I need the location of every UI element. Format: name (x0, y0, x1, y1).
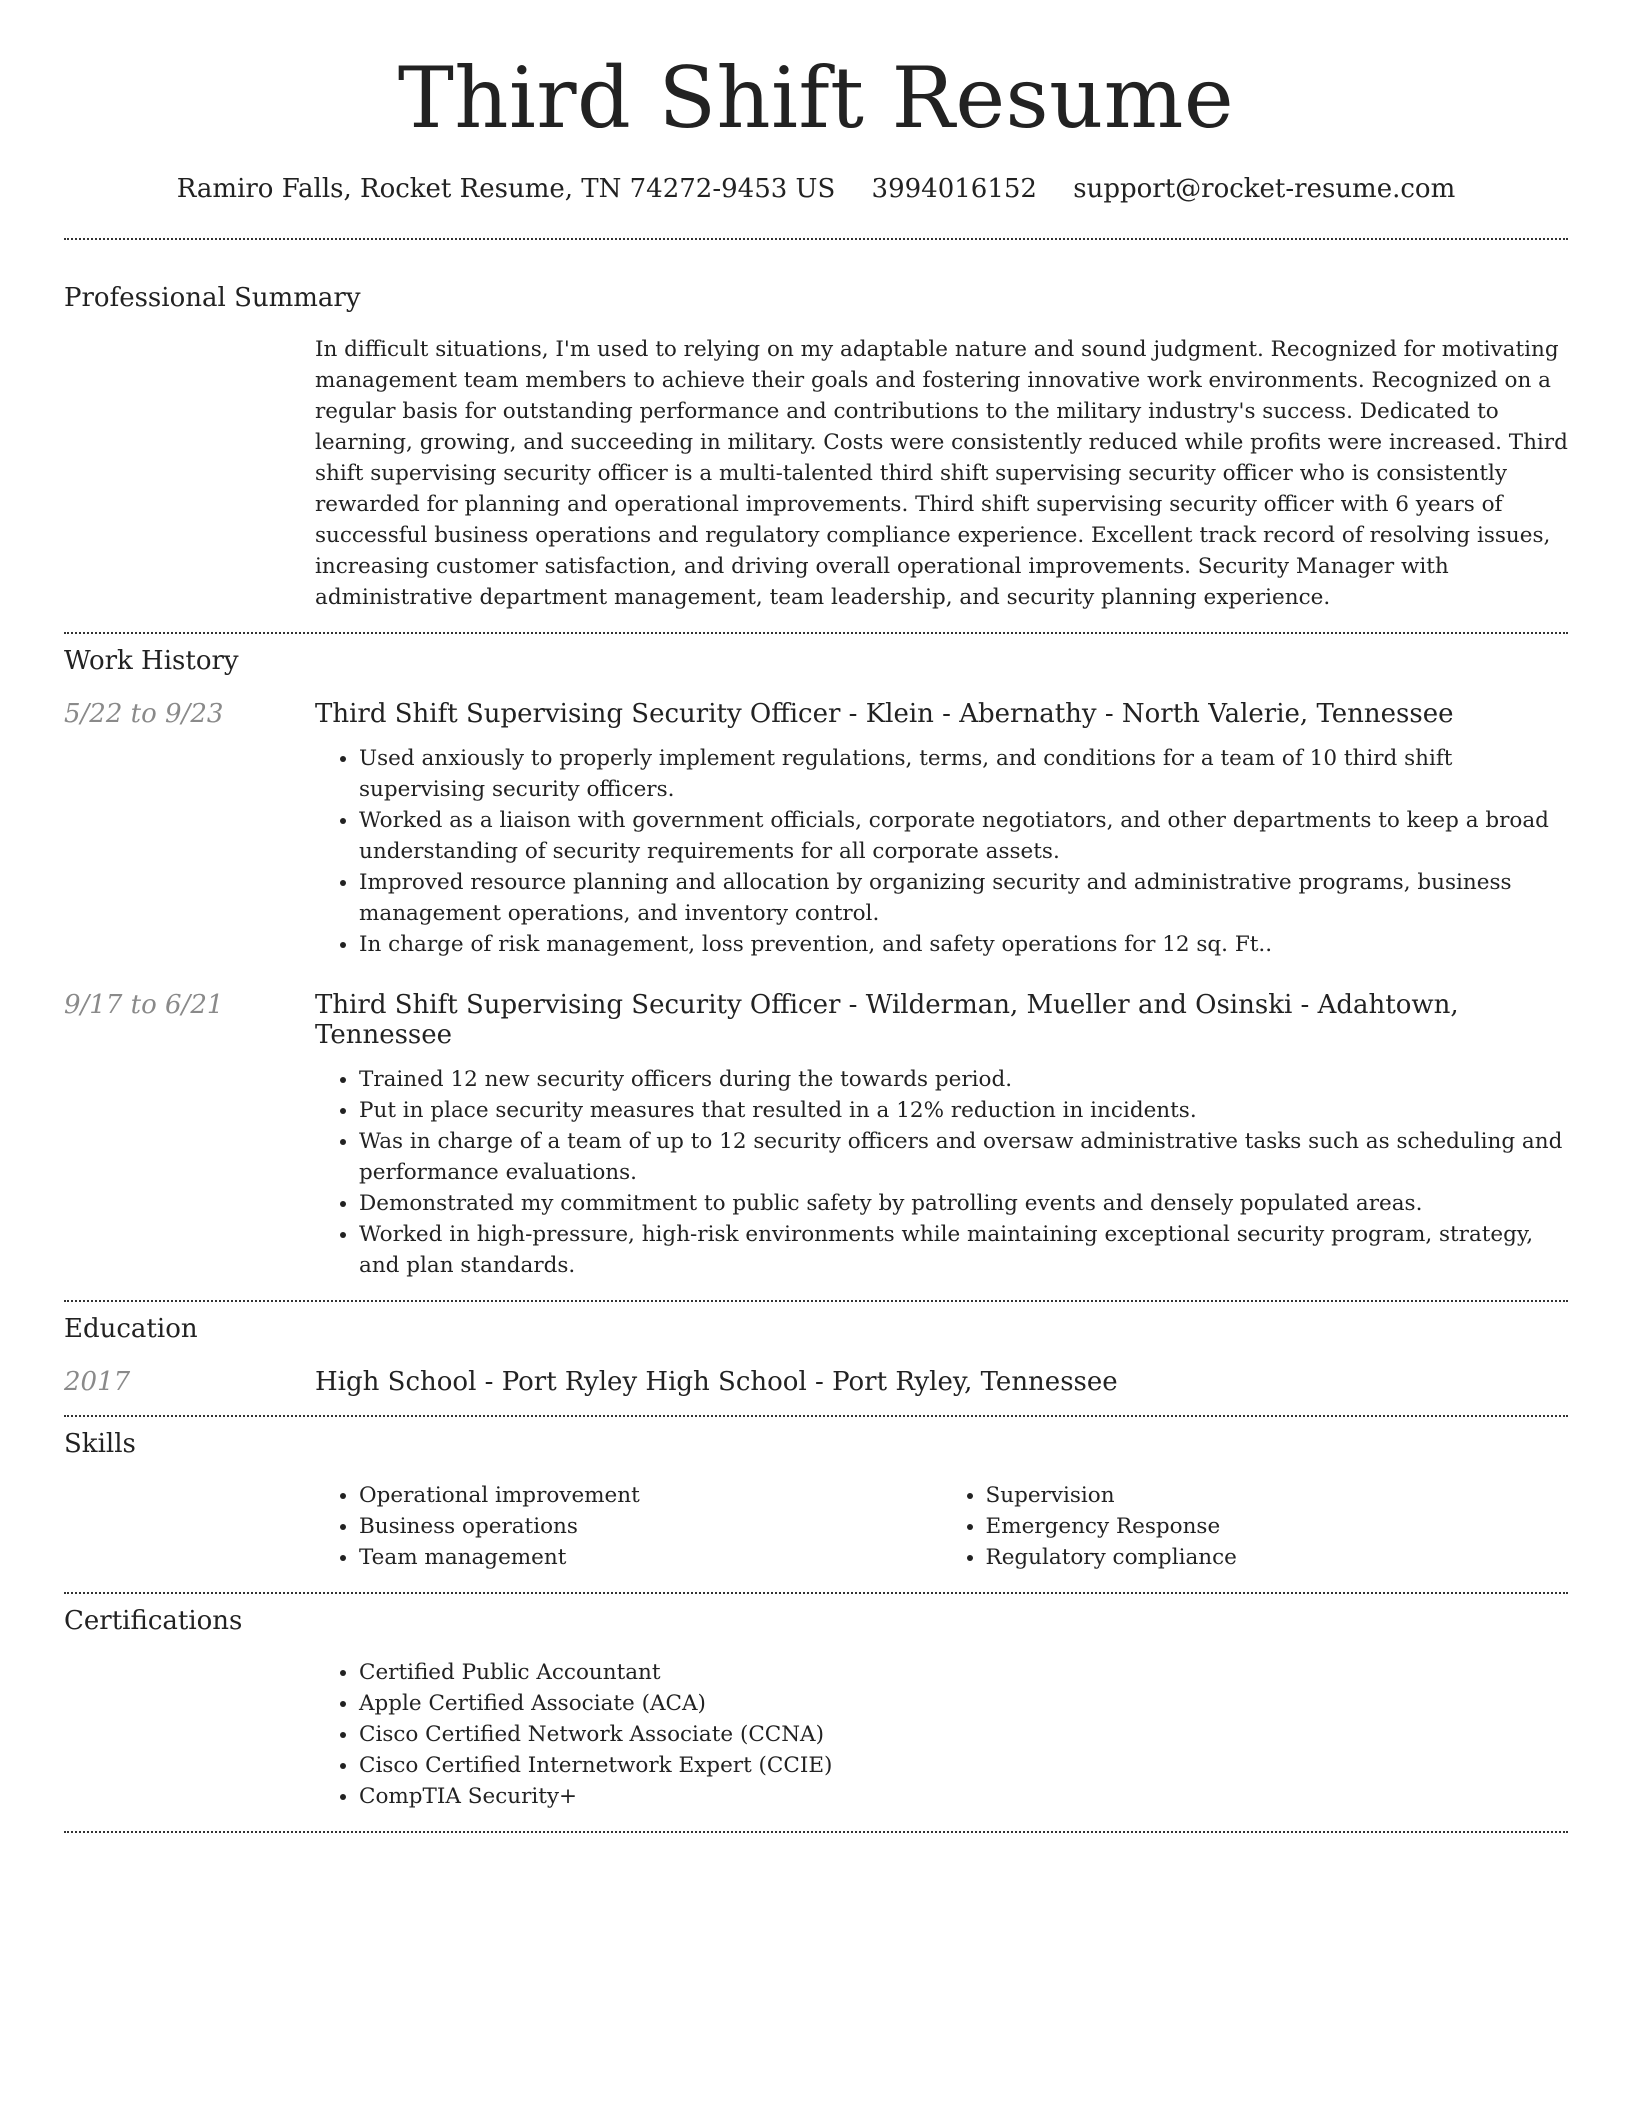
summary-text: In difficult situations, I'm used to relying on my adaptable nature and sound judgment. Recognized for motivating management team members to achieve their goals and fostering innovative work environments. Recognized on a regular basis for outstanding performance and contributions to the military industry's success. Dedicated to learning, growing, and succeeding in military. Costs were consistently reduced while profits were increased. Third shift supervising security officer is a multi-talented third shift supervising security officer who is consistently rewarded for planning and operational improvements. Third shift supervising security officer with 6 years of successful business operations and regulatory compliance experience. Excellent track record of resolving issues, increasing customer satisfaction, and driving overall operational improvements. Security Manager with administrative department management, team leadership, and security planning experience. (315, 337, 1568, 610)
work-section (64, 646, 1568, 1281)
contact-phone: 3994016152 (871, 174, 1037, 204)
list-item: • Improved resource planning and allocation by organizing security and administrative programs, business management operations, and inventory control. (359, 867, 1568, 929)
divider (64, 1831, 1568, 1833)
education-heading: High School - Port Ryley High School - Port Ryley, Tennessee (315, 1367, 1118, 1397)
certification-item: • Certified Public Accountant (359, 1657, 1568, 1688)
certifications-section (64, 1606, 1568, 1812)
section-title-summary: Professional Summary (64, 283, 361, 313)
education-entry (64, 1367, 1568, 1397)
contact-line (64, 174, 1568, 204)
list-item: • Demonstrated my commitment to public safety by patrolling events and densely populated areas. (359, 1188, 1568, 1219)
skill-item: • Supervision (986, 1480, 1569, 1511)
skill-item: • Operational improvement (359, 1480, 942, 1511)
resume-name: Third Shift Resume (397, 49, 1235, 147)
divider (64, 238, 1568, 240)
divider (64, 632, 1568, 634)
contact-address: Ramiro Falls, Rocket Resume, TN 74272-9453 US (176, 174, 836, 204)
section-title-work: Work History (64, 646, 239, 676)
education-year: 2017 (64, 1367, 131, 1397)
contact-email: support@rocket-resume.com (1073, 174, 1456, 204)
certification-item: • CompTIA Security+ (359, 1781, 1568, 1812)
job-entry (64, 699, 1568, 960)
job-heading: Third Shift Supervising Security Officer - Klein - Abernathy - North Valerie, Tennessee (315, 699, 1454, 729)
list-item: • In charge of risk management, loss prevention, and safety operations for 12 sq. Ft.. (359, 929, 1568, 960)
skill-item: • Emergency Response (986, 1511, 1569, 1542)
divider (64, 1415, 1568, 1417)
certifications-list (315, 1657, 1568, 1812)
education-section (64, 1314, 1568, 1397)
certification-item: • Apple Certified Associate (ACA) (359, 1688, 1568, 1719)
section-title-certifications: Certifications (64, 1606, 243, 1636)
job-dates: 5/22 to 9/23 (64, 699, 224, 729)
skills-section (64, 1429, 1568, 1573)
job-entry (64, 990, 1568, 1281)
list-item: • Put in place security measures that resulted in a 12% reduction in incidents. (359, 1095, 1568, 1126)
list-item: • Worked in high-pressure, high-risk environments while maintaining exceptional security program, strategy, and plan standards. (359, 1219, 1568, 1281)
job-bullets (315, 1064, 1568, 1281)
list-item: • Trained 12 new security officers during the towards period. (359, 1064, 1568, 1095)
summary-section (64, 283, 1568, 613)
skills-list-right (942, 1480, 1569, 1573)
skills-list-left (315, 1480, 942, 1573)
divider (64, 1592, 1568, 1594)
certification-item: • Cisco Certified Network Associate (CCNA) (359, 1719, 1568, 1750)
section-title-skills: Skills (64, 1429, 136, 1459)
skill-item: • Business operations (359, 1511, 942, 1542)
list-item: • Used anxiously to properly implement regulations, terms, and conditions for a team of 10 third shift supervising security officers. (359, 743, 1568, 805)
job-bullets (315, 743, 1568, 960)
skill-item: • Team management (359, 1542, 942, 1573)
divider (64, 1300, 1568, 1302)
list-item: • Was in charge of a team of up to 12 security officers and oversaw administrative tasks such as scheduling and performance evaluations. (359, 1126, 1568, 1188)
list-item: • Worked as a liaison with government officials, corporate negotiators, and other departments to keep a broad understanding of security requirements for all corporate assets. (359, 805, 1568, 867)
skill-item: • Regulatory compliance (986, 1542, 1569, 1573)
job-dates: 9/17 to 6/21 (64, 990, 224, 1020)
section-title-education: Education (64, 1314, 198, 1344)
job-heading: Third Shift Supervising Security Officer - Wilderman, Mueller and Osinski - Adahtown, Tennessee (315, 990, 1459, 1050)
certification-item: • Cisco Certified Internetwork Expert (CCIE) (359, 1750, 1568, 1781)
